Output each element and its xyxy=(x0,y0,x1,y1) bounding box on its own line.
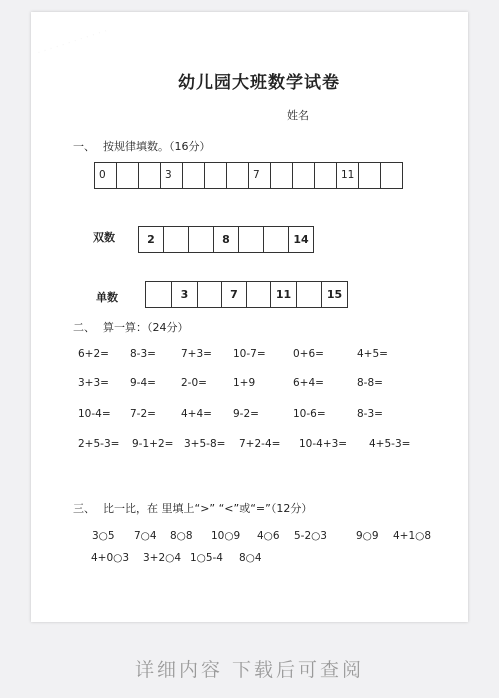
comparison-item: 4○6 xyxy=(257,530,280,542)
math-problem: 4+5-3= xyxy=(369,438,411,450)
number-box[interactable] xyxy=(116,162,139,189)
number-box[interactable] xyxy=(246,281,271,308)
even-label: 双数 xyxy=(93,231,115,244)
section2-number: 二、 xyxy=(73,321,95,334)
number-box[interactable] xyxy=(238,226,264,253)
number-box[interactable]: 11 xyxy=(270,281,297,308)
math-problem: 6+2= xyxy=(78,348,109,360)
math-problem: 10-7= xyxy=(233,348,266,360)
number-box[interactable]: 0 xyxy=(94,162,117,189)
number-box[interactable] xyxy=(163,226,189,253)
number-box[interactable]: 2 xyxy=(138,226,164,253)
number-box[interactable] xyxy=(226,162,249,189)
comparison-item: 4+1○8 xyxy=(393,530,432,542)
section3-number: 三、 xyxy=(73,502,95,515)
number-box[interactable]: 8 xyxy=(213,226,239,253)
math-problem: 7-2= xyxy=(130,408,156,420)
section3-heading: 比一比，在 里填上“>” “<”或“=”（12分） xyxy=(103,502,313,515)
math-problem: 10-4+3= xyxy=(299,438,348,450)
math-problem: 1+9 xyxy=(233,377,256,389)
math-problem: 8-3= xyxy=(130,348,156,360)
sequence-row-even xyxy=(139,226,314,253)
comparison-item: 8○4 xyxy=(239,552,262,564)
watermark xyxy=(36,26,109,59)
footer-download-hint: 详细内容 下载后可查阅 xyxy=(134,659,365,681)
number-box[interactable] xyxy=(263,226,289,253)
number-box[interactable]: 7 xyxy=(221,281,247,308)
number-box[interactable] xyxy=(292,162,315,189)
sequence-row-odd xyxy=(146,281,348,308)
number-box[interactable]: 14 xyxy=(288,226,314,253)
math-problem: 9-4= xyxy=(130,377,156,389)
comparison-item: 3○5 xyxy=(92,530,115,542)
math-problem: 6+4= xyxy=(293,377,324,389)
math-problem: 2+5-3= xyxy=(78,438,120,450)
math-problem: 4+5= xyxy=(357,348,388,360)
number-box[interactable]: 15 xyxy=(321,281,348,308)
page-title: 幼儿园大班数学试卷 xyxy=(178,73,340,93)
comparison-item: 8○8 xyxy=(170,530,193,542)
math-problem: 0+6= xyxy=(293,348,324,360)
number-box[interactable] xyxy=(138,162,161,189)
math-problem: 3+5-8= xyxy=(184,438,226,450)
number-box[interactable] xyxy=(270,162,293,189)
section2-heading: 算一算：（24分） xyxy=(103,321,189,334)
number-box[interactable] xyxy=(380,162,403,189)
comparison-item: 9○9 xyxy=(356,530,379,542)
math-problem: 8-3= xyxy=(357,408,383,420)
number-box[interactable] xyxy=(296,281,322,308)
comparison-item: 3+2○4 xyxy=(143,552,182,564)
number-box[interactable]: 3 xyxy=(160,162,183,189)
number-box[interactable]: 7 xyxy=(248,162,271,189)
math-problem: 3+3= xyxy=(78,377,109,389)
name-label: 姓名 xyxy=(287,109,309,122)
comparison-item: 1○5-4 xyxy=(190,552,223,564)
math-problem: 9-1+2= xyxy=(132,438,174,450)
number-box[interactable] xyxy=(197,281,222,308)
section1-heading: 按规律填数。（16分） xyxy=(103,140,211,153)
comparison-item: 7○4 xyxy=(134,530,157,542)
number-box[interactable] xyxy=(145,281,172,308)
number-box[interactable] xyxy=(188,226,214,253)
number-box[interactable] xyxy=(358,162,381,189)
comparison-item: 10○9 xyxy=(211,530,241,542)
math-problem: 8-8= xyxy=(357,377,383,389)
number-box[interactable]: 11 xyxy=(336,162,359,189)
number-box[interactable] xyxy=(314,162,337,189)
math-problem: 2-0= xyxy=(181,377,207,389)
math-problem: 10-4= xyxy=(78,408,111,420)
math-problem: 7+2-4= xyxy=(239,438,281,450)
math-problem: 4+4= xyxy=(181,408,212,420)
sequence-row-1 xyxy=(95,162,403,189)
math-problem: 10-6= xyxy=(293,408,326,420)
number-box[interactable] xyxy=(182,162,205,189)
section1-number: 一、 xyxy=(73,140,95,153)
number-box[interactable] xyxy=(204,162,227,189)
number-box[interactable]: 3 xyxy=(171,281,198,308)
odd-label: 单数 xyxy=(96,291,118,304)
comparison-item: 4+0○3 xyxy=(91,552,130,564)
comparison-item: 5-2○3 xyxy=(294,530,327,542)
math-problem: 7+3= xyxy=(181,348,212,360)
math-problem: 9-2= xyxy=(233,408,259,420)
